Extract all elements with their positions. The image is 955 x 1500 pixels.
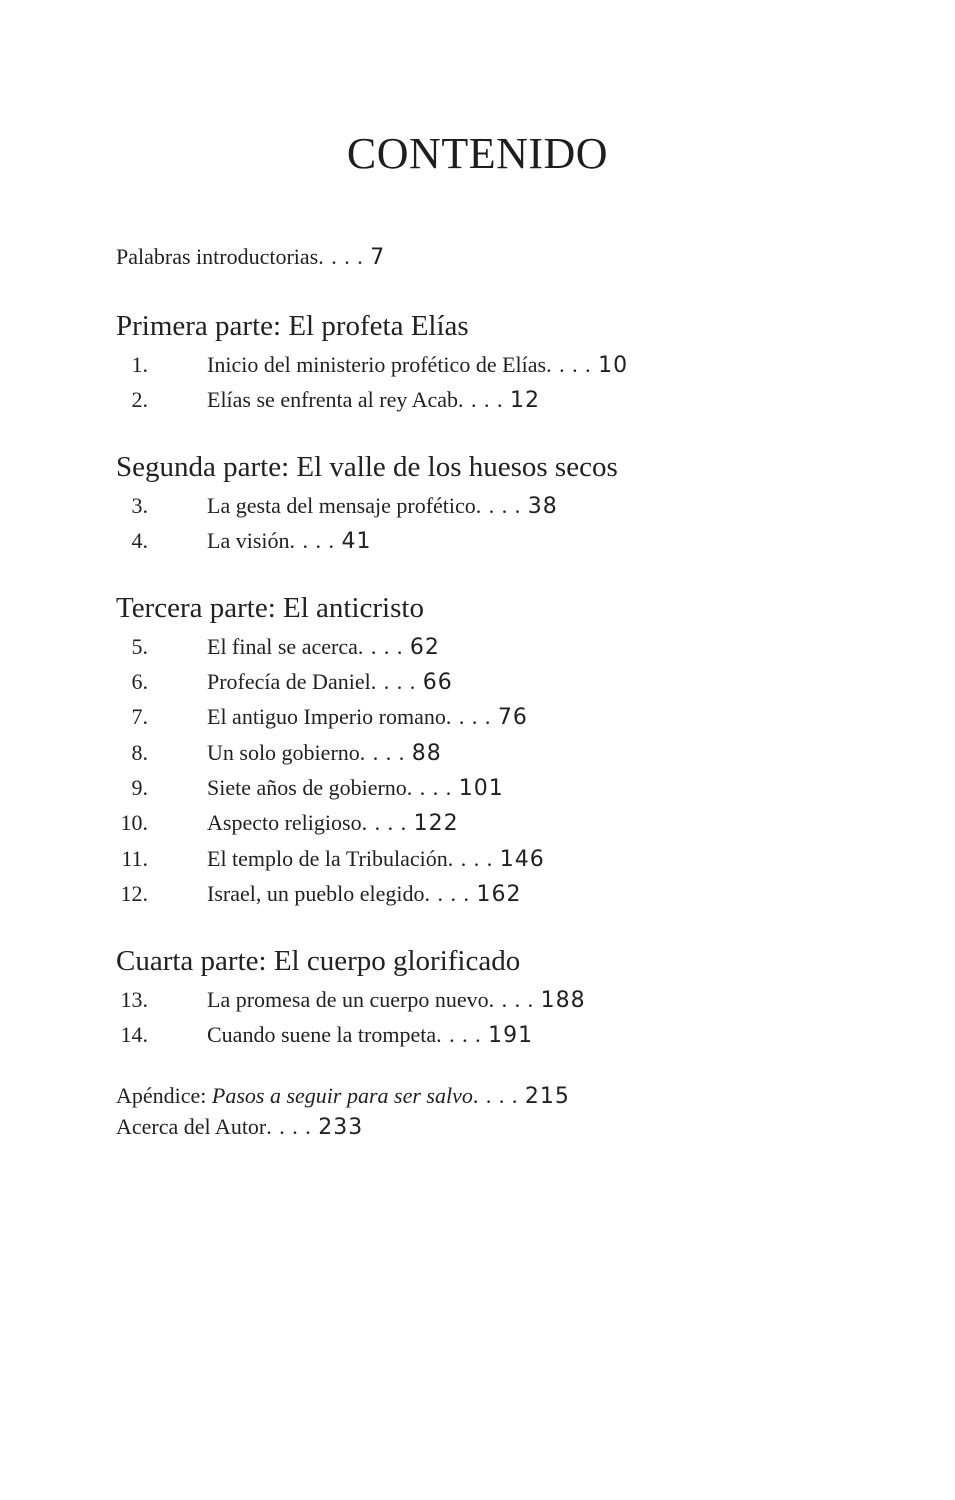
chapter-number: 1. <box>131 352 148 377</box>
page-number: 62 <box>409 635 440 660</box>
page-number: 66 <box>422 670 453 695</box>
page-number: 10 <box>598 353 629 378</box>
chapter-number: 6. <box>131 669 148 694</box>
chapter-title: Cuando suene la trompeta <box>207 1022 437 1047</box>
toc-entry-intro <box>116 244 385 270</box>
page-number: 215 <box>524 1084 570 1109</box>
page-number: 12 <box>510 388 541 413</box>
entry-title: Palabras introductorias <box>116 244 319 269</box>
page-number: 41 <box>341 529 372 554</box>
chapter-number: 13. <box>120 987 148 1012</box>
chapter-title: El final se acerca <box>207 634 358 659</box>
dot-leader: . . . . <box>406 775 459 800</box>
chapter-title: El templo de la Tribulación <box>207 846 448 871</box>
dot-leader: . . . . <box>357 634 410 659</box>
chapter-number: 5. <box>131 634 148 659</box>
chapter-number: 11. <box>121 846 148 871</box>
dot-leader: . . . . <box>488 987 541 1012</box>
chapter-title: Un solo gobierno <box>207 740 360 765</box>
toc-entry-about <box>116 1114 363 1140</box>
dot-leader: . . . . <box>546 352 599 377</box>
page-number: 122 <box>413 811 459 836</box>
dot-leader: . . . . <box>361 810 414 835</box>
chapter-title: Israel, un pueblo elegido <box>207 881 425 906</box>
chapter-title: La visión <box>207 528 290 553</box>
chapter-number: 7. <box>131 704 148 729</box>
chapter-number: 12. <box>120 881 148 906</box>
dot-leader: . . . . <box>445 704 498 729</box>
chapter-title: La gesta del mensaje profético <box>207 493 476 518</box>
page-number: 76 <box>497 705 528 730</box>
dot-leader: . . . . <box>424 881 477 906</box>
chapter-number: 9. <box>131 775 148 800</box>
chapter-title: Siete años de gobierno <box>207 775 407 800</box>
dot-leader: . . . . <box>475 493 528 518</box>
page-number: 188 <box>540 988 586 1013</box>
dot-leader: . . . . <box>359 740 412 765</box>
chapter-number: 4. <box>131 528 148 553</box>
page-number: 146 <box>499 847 545 872</box>
chapter-title: La promesa de un cuerpo nuevo <box>207 987 489 1012</box>
dot-leader: . . . . <box>458 387 511 412</box>
chapter-number: 2. <box>131 387 148 412</box>
dot-leader: . . . . <box>266 1114 319 1139</box>
dot-leader: . . . . <box>370 669 423 694</box>
page-number: 7 <box>370 245 386 270</box>
chapter-title: Elías se enfrenta al rey Acab <box>207 387 459 412</box>
part-heading: Cuarta parte: El cuerpo glorificado <box>116 945 521 977</box>
part-heading: Primera parte: El profeta Elías <box>116 310 469 342</box>
chapter-number: 10. <box>120 810 148 835</box>
dot-leader: . . . . <box>318 244 371 269</box>
chapter-title: Inicio del ministerio profético de Elías <box>207 352 547 377</box>
chapter-number: 8. <box>131 740 148 765</box>
dot-leader: . . . . <box>472 1083 525 1108</box>
chapter-number: 14. <box>120 1022 148 1047</box>
page-title: CONTENIDO <box>346 129 609 178</box>
page-number: 38 <box>527 494 558 519</box>
entry-prefix: Apéndice: <box>116 1083 212 1108</box>
part-heading: Tercera parte: El anticristo <box>116 592 424 624</box>
entry-title: Acerca del Autor <box>116 1114 267 1139</box>
chapter-title: El antiguo Imperio romano <box>207 704 446 729</box>
entry-title: Pasos a seguir para ser salvo <box>211 1083 473 1108</box>
page-number: 233 <box>318 1115 364 1140</box>
dot-leader: . . . . <box>436 1022 489 1047</box>
part-heading: Segunda parte: El valle de los huesos secos <box>116 451 618 483</box>
page-number: 162 <box>476 882 522 907</box>
dot-leader: . . . . <box>447 846 500 871</box>
page-number: 88 <box>411 741 442 766</box>
chapter-title: Profecía de Daniel <box>207 669 371 694</box>
dot-leader: . . . . <box>289 528 342 553</box>
page-number: 191 <box>488 1023 534 1048</box>
page-number: 101 <box>458 776 504 801</box>
chapter-number: 3. <box>131 493 148 518</box>
toc-entry-appendix <box>116 1083 570 1109</box>
chapter-title: Aspecto religioso <box>207 810 362 835</box>
